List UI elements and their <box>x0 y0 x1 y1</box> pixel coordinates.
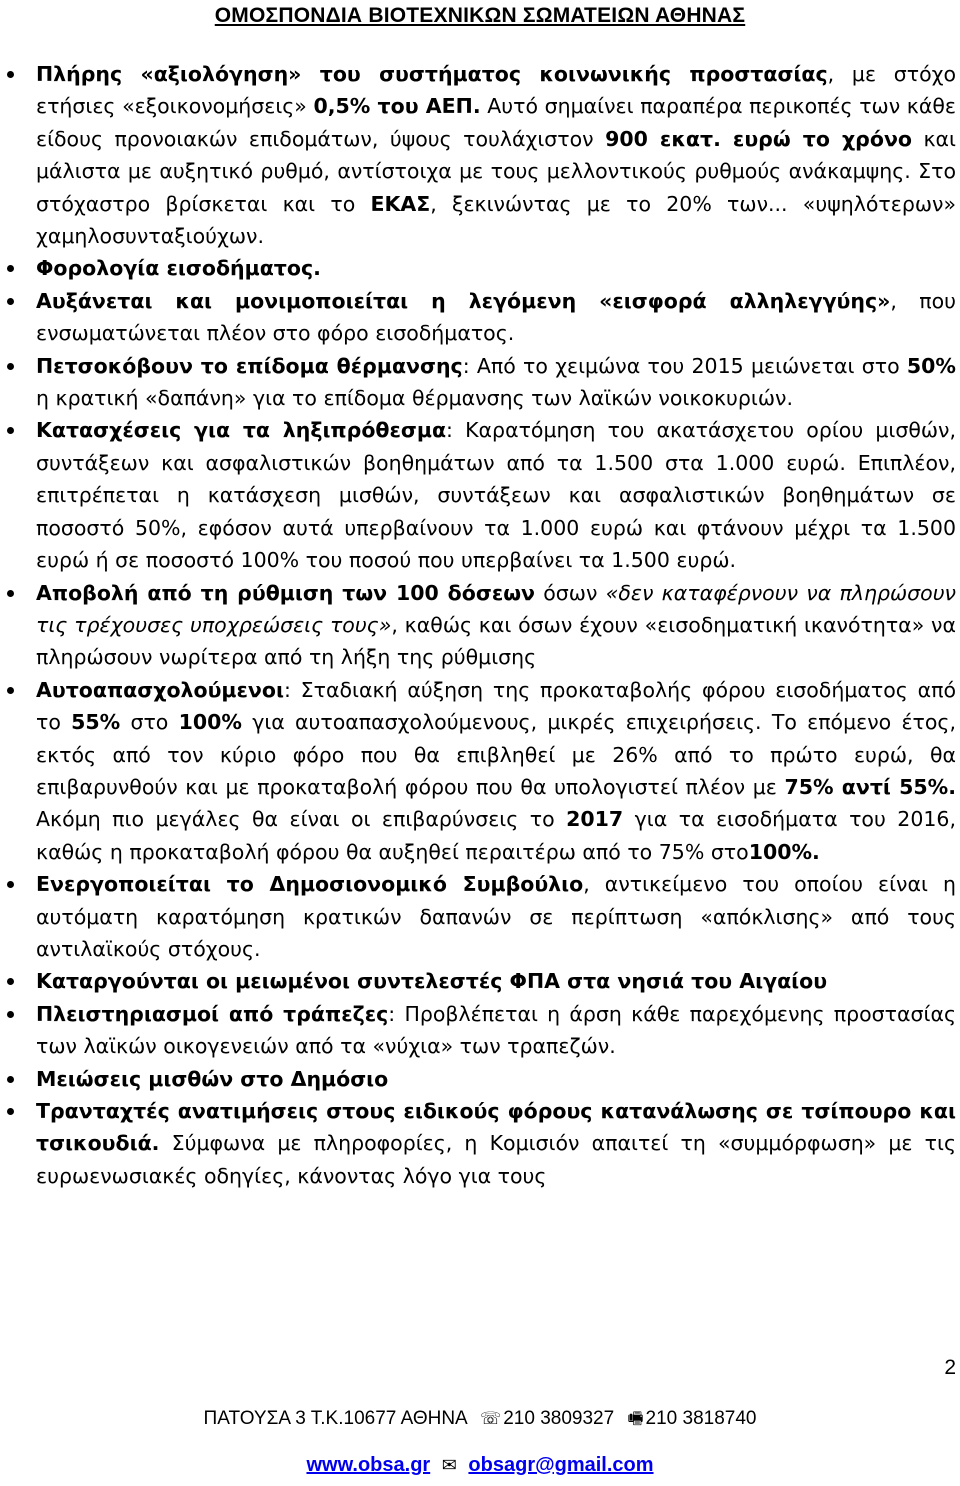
item-bold-text: Φορολογία εισοδήματος. <box>36 256 321 281</box>
email-link[interactable]: obsagr@gmail.com <box>468 1454 654 1476</box>
list-item <box>36 998 956 1063</box>
item-bold-text: Μειώσεις μισθών στο Δημόσιο <box>36 1066 389 1091</box>
list-item <box>36 868 956 965</box>
item-text: Σύμφωνα με πληροφορίες, η Κομισιόν απαιτεί τη «συμμόρφωση» με τις ευρωενωσιακές οδηγίες, κάνοντας λόγο για τους <box>36 1131 956 1188</box>
item-bold-text: Κατασχέσεις για τα ληξιπρόθεσμα <box>36 418 447 443</box>
item-bold-text: Αποβολή από τη ρύθμιση των 100 δόσεων <box>36 580 536 605</box>
list-item <box>36 1063 956 1095</box>
item-text: Αυτό σημαίνει παραπέρα περικοπές των κάθε είδους προνοιακών επιδομάτων, ύψους τουλάχιστον <box>36 94 956 151</box>
item-text: όσων <box>535 580 606 605</box>
footer-address-line <box>0 1406 960 1435</box>
item-bold-text: Πλειστηριασμοί από τράπεζες <box>36 1001 389 1026</box>
item-text: και μάλιστα με αυξητικό ρυθμό, αντίστοιχα με τους μελλοντικούς ρυθμούς ανάκαμψης. Στο στόχαστρο βρίσκεται και το <box>36 126 956 216</box>
list-item <box>36 350 956 415</box>
list-item <box>36 414 956 576</box>
item-bold-text: 2017 <box>566 807 624 832</box>
item-bold-text: 55% <box>71 710 121 735</box>
item-text: Ακόμη πιο μεγάλες θα είναι οι επιβαρύνσεις το <box>36 807 567 832</box>
item-text: για τα εισοδήματα του 2016, καθώς η προκαταβολή φόρου θα αυξηθεί περαιτέρω από το 75% στο <box>36 807 956 864</box>
item-bold-text: 100% <box>178 710 242 735</box>
item-bold-text: Αυξάνεται και μονιμοποιείται η λεγόμενη «εισφορά αλληλεγγύης» <box>36 288 891 313</box>
item-bold-text: 0,5% του ΑΕΠ. <box>313 94 481 119</box>
list-item <box>36 577 956 674</box>
footer-fax: 210 3818740 <box>645 1408 757 1429</box>
bullet-list <box>36 58 956 1192</box>
list-item <box>36 252 956 284</box>
list-item <box>36 1095 956 1192</box>
item-text: : Προβλέπεται η άρση κάθε παρεχόμενης προστασίας των λαϊκών οικογενειών από τα «νύχια» των τραπεζών. <box>36 1001 957 1059</box>
item-bold-text: Αυτοαπασχολούμενοι <box>36 677 284 702</box>
website-link[interactable]: www.obsa.gr <box>306 1454 431 1476</box>
footer-links <box>0 1454 960 1477</box>
item-text: , αντικείμενο του οποίου είναι η αυτόματη καρατόμηση κρατικών δαπανών σε περίπτωση «απόκλισης» από τους αντιλαϊκούς στόχους. <box>36 872 957 961</box>
item-bold-text: 100%. <box>748 839 820 864</box>
item-text: , ξεκινώντας με το 20% των... «υψηλότερων» χαμηλοσυνταξιούχων. <box>36 191 956 249</box>
item-bold-text: 50% <box>906 353 956 378</box>
item-text: για αυτοαπασχολούμενους, μικρές επιχειρήσεις. Το επόμενο έτος, εκτός από τον κύριο φόρο που θα επιβληθεί με 26% από το πρώτο ευρώ, θα επιβαρυνθούν και με προκαταβολή φόρου που θα υπολογιστεί πλέον με <box>36 710 956 799</box>
list-item <box>36 285 956 350</box>
page-header-title: ΟΜΟΣΠΟΝΔΙΑ ΒΙΟΤΕΧΝΙΚΩΝ ΣΩΜΑΤΕΙΩΝ ΑΘΗΝΑΣ <box>214 4 746 27</box>
item-text: , που ενσωματώνεται πλέον στο φόρο εισοδήματος. <box>36 288 956 346</box>
item-text: : Καρατόμηση του ακατάσχετου ορίου μισθών, συντάξεων και ασφαλιστικών βοηθημάτων από τα 1.500 στα 1.000 ευρώ. Επιπλέον, επιτρέπεται η κατάσχεση μισθών, συντάξεων και ασφαλιστικών βοηθημάτων σε ποσοστό 50%, εφόσον αυτά υπερβαίνουν τα 1.000 ευρώ και φτάνουν μέχρι τα 1.500 ευρώ ή σε ποσοστό 100% του ποσού που υπερβαίνει τα 1.500 ευρώ. <box>36 418 957 573</box>
item-text: , καθώς και όσων έχουν «εισοδηματική ικανότητα» να πληρώσουν νωρίτερα από τη λήξη της ρύθμισης <box>36 612 956 670</box>
item-text: : Σταδιακή αύξηση της προκαταβολής φόρου εισοδήματος από το <box>36 677 956 735</box>
item-italic-text: «δεν καταφέρνουν να πληρώσουν τις τρέχουσες υποχρεώσεις τους» <box>36 580 957 637</box>
item-bold-text: Τρανταχτές ανατιμήσεις στους ειδικούς φόρους κατανάλωσης σε τσίπουρο και τσικουδιά. <box>36 1099 956 1156</box>
item-bold-text: Πλήρης «αξιολόγηση» του συστήματος κοινωνικής προστασίας <box>36 62 828 86</box>
item-bold-text: 900 εκατ. ευρώ το χρόνο <box>605 126 912 151</box>
item-bold-text: ΕΚΑΣ <box>370 191 431 216</box>
telephone-icon: ☏ <box>479 1409 502 1428</box>
item-text: , με στόχο ετήσιες «εξοικονομήσεις» <box>36 62 956 119</box>
fax-icon: 🖷 <box>627 1409 644 1428</box>
item-bold-text: Καταργούνται οι μειωμένοι συντελεστές ΦΠΑ στα νησιά του Αιγαίου <box>36 969 828 994</box>
footer-address: ΠΑΤΟΥΣΑ 3 Τ.Κ.10677 ΑΘΗΝΑ <box>203 1408 467 1429</box>
envelope-icon: ✉ <box>441 1455 457 1475</box>
list-item <box>36 674 956 868</box>
item-text: στο <box>120 710 179 735</box>
list-item <box>36 965 956 997</box>
item-text: η κρατική «δαπάνη» για το επίδομα θέρμανσης των λαϊκών νοικοκυριών. <box>36 386 793 411</box>
item-bold-text: 75% αντί 55%. <box>784 774 956 799</box>
page-number: 2 <box>944 1356 956 1379</box>
footer-phone: 210 3809327 <box>503 1408 615 1429</box>
item-text: : Από το χειμώνα του 2015 μειώνεται στο <box>462 353 907 378</box>
item-bold-text: Ενεργοποιείται το Δημοσιονομικό Συμβούλιο <box>36 872 584 897</box>
list-item <box>36 58 956 252</box>
item-bold-text: Πετσοκόβουν το επίδομα θέρμανσης <box>36 353 463 378</box>
